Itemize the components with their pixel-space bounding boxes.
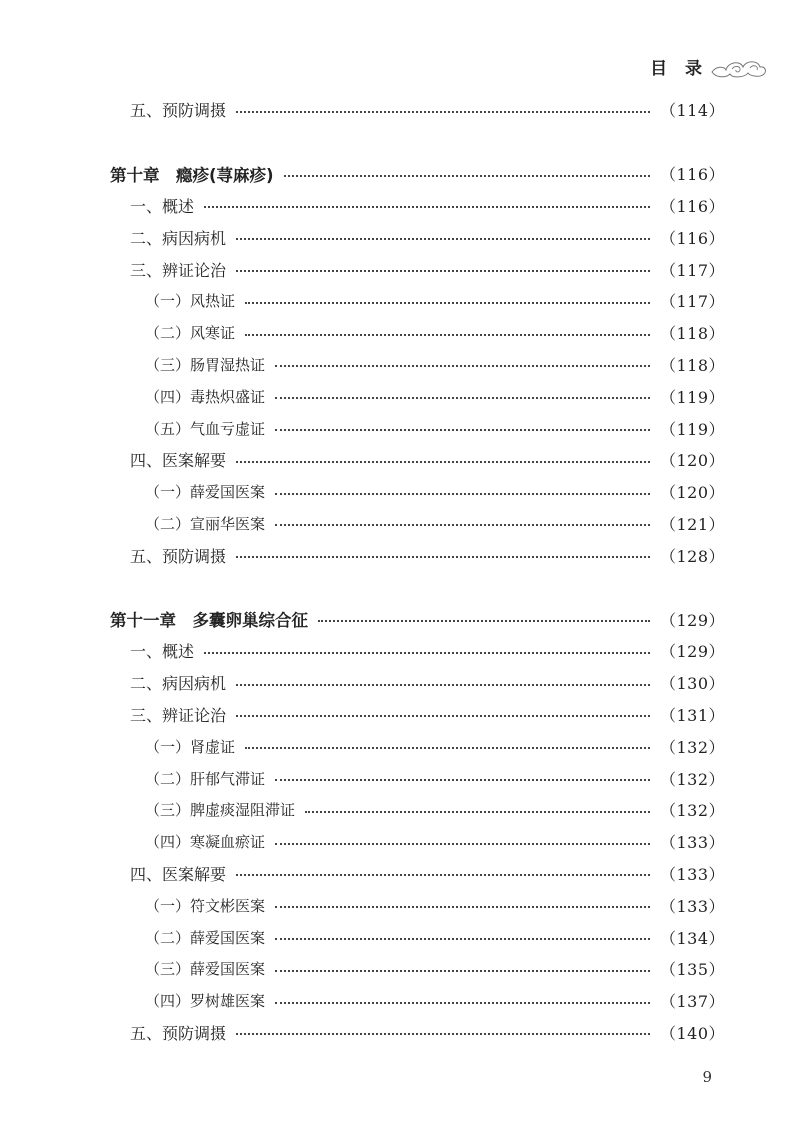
toc-entry-label: （一）薛爱国医案 — [145, 483, 266, 502]
toc-entry-page: （137） — [660, 992, 726, 1012]
toc-entry-page: （116） — [660, 196, 726, 216]
dot-leader — [275, 779, 650, 781]
dot-leader — [275, 429, 650, 431]
toc-entry-page: （114） — [660, 101, 726, 121]
dot-leader — [236, 556, 650, 558]
dot-leader — [245, 747, 650, 749]
dot-leader — [236, 111, 650, 113]
toc-entry-label: 第十章 瘾疹(荨麻疹) — [110, 165, 274, 185]
toc-entry-page: （120） — [660, 483, 726, 503]
toc-entry-label: （四）寒凝血瘀证 — [145, 833, 266, 852]
toc-entry-page: （133） — [660, 896, 726, 916]
table-of-contents — [0, 94, 800, 1048]
toc-entry-label: （二）肝郁气滞证 — [145, 769, 266, 788]
dot-leader — [318, 620, 650, 622]
toc-entry-label: 一、概述 — [130, 642, 195, 662]
dot-leader — [275, 843, 650, 845]
chapter-gap — [0, 126, 800, 158]
toc-entry-page: （129） — [660, 610, 726, 630]
toc-entry-label: （二）宣丽华医案 — [145, 514, 266, 533]
dot-leader — [284, 175, 650, 177]
dot-leader — [236, 874, 650, 876]
page-number: 9 — [702, 1068, 712, 1086]
dot-leader — [275, 938, 650, 940]
dot-leader — [275, 493, 650, 495]
toc-entry-sub[interactable] — [0, 508, 800, 540]
cloud-ornament-icon — [710, 52, 768, 80]
dot-leader — [236, 715, 650, 717]
header-title: 目 录 — [650, 58, 708, 79]
toc-entry-section[interactable] — [0, 444, 800, 476]
toc-entry-chapter[interactable] — [0, 158, 800, 190]
dot-leader — [305, 811, 650, 813]
toc-entry-section[interactable] — [0, 858, 800, 890]
toc-entry-section[interactable] — [0, 667, 800, 699]
toc-entry-page: （128） — [660, 546, 726, 566]
toc-entry-label: 五、预防调摄 — [130, 546, 227, 566]
toc-entry-page: （140） — [660, 1023, 726, 1043]
page-header — [650, 52, 768, 80]
toc-entry-sub[interactable] — [0, 921, 800, 953]
toc-entry-page: （132） — [660, 737, 726, 757]
toc-entry-page: （121） — [660, 514, 726, 534]
toc-entry-page: （119） — [660, 419, 726, 439]
dot-leader — [236, 684, 650, 686]
dot-leader — [275, 1002, 650, 1004]
toc-entry-page: （132） — [660, 801, 726, 821]
dot-leader — [275, 365, 650, 367]
toc-entry-sub[interactable] — [0, 317, 800, 349]
dot-leader — [245, 334, 650, 336]
toc-entry-page: （133） — [660, 864, 726, 884]
toc-entry-label: （一）风热证 — [145, 292, 236, 311]
dot-leader — [275, 906, 650, 908]
dot-leader — [236, 1033, 650, 1035]
toc-entry-label: 二、病因病机 — [130, 674, 227, 694]
toc-entry-label: 三、辨证论治 — [130, 705, 227, 725]
toc-entry-sub[interactable] — [0, 380, 800, 412]
toc-entry-page: （120） — [660, 451, 726, 471]
dot-leader — [236, 461, 650, 463]
toc-entry-label: （二）薛爱国医案 — [145, 928, 266, 947]
toc-entry-label: 四、医案解要 — [130, 451, 227, 471]
toc-entry-label: 三、辨证论治 — [130, 260, 227, 280]
toc-entry-label: 五、预防调摄 — [130, 101, 227, 121]
chapter-gap — [0, 571, 800, 603]
toc-entry-section[interactable] — [0, 699, 800, 731]
toc-entry-label: （四）毒热炽盛证 — [145, 387, 266, 406]
toc-entry-page: （118） — [660, 355, 726, 375]
toc-entry-label: （五）气血亏虚证 — [145, 419, 266, 438]
toc-entry-sub[interactable] — [0, 730, 800, 762]
toc-entry-sub[interactable] — [0, 826, 800, 858]
toc-entry-page: （129） — [660, 642, 726, 662]
toc-entry-label: （三）肠胃湿热证 — [145, 355, 266, 374]
toc-entry-page: （118） — [660, 324, 726, 344]
toc-entry-label: （一）肾虚证 — [145, 737, 236, 756]
toc-entry-page: （117） — [660, 260, 726, 280]
toc-entry-sub[interactable] — [0, 953, 800, 985]
toc-entry-page: （117） — [660, 292, 726, 312]
toc-entry-label: 一、概述 — [130, 196, 195, 216]
toc-entry-sub[interactable] — [0, 794, 800, 826]
dot-leader — [236, 270, 650, 272]
toc-entry-label: （三）脾虚痰湿阻滞证 — [145, 801, 296, 820]
toc-entry-sub[interactable] — [0, 762, 800, 794]
toc-entry-section[interactable] — [0, 190, 800, 222]
dot-leader — [275, 397, 650, 399]
toc-entry-sub[interactable] — [0, 476, 800, 508]
toc-entry-page: （131） — [660, 705, 726, 725]
dot-leader — [204, 652, 650, 654]
toc-entry-section[interactable] — [0, 635, 800, 667]
toc-entry-sub[interactable] — [0, 412, 800, 444]
toc-entry-section[interactable] — [0, 253, 800, 285]
toc-entry-label: （四）罗树雄医案 — [145, 992, 266, 1011]
dot-leader — [245, 302, 650, 304]
dot-leader — [275, 524, 650, 526]
toc-entry-label: 四、医案解要 — [130, 864, 227, 884]
dot-leader — [236, 238, 650, 240]
toc-entry-label: （二）风寒证 — [145, 324, 236, 343]
toc-entry-page: （116） — [660, 165, 726, 185]
dot-leader — [275, 970, 650, 972]
toc-entry-page: （134） — [660, 928, 726, 948]
toc-entry-section[interactable] — [0, 94, 800, 126]
toc-entry-section[interactable] — [0, 221, 800, 253]
dot-leader — [204, 206, 650, 208]
toc-entry-chapter[interactable] — [0, 603, 800, 635]
toc-entry-page: （132） — [660, 769, 726, 789]
toc-entry-label: （一）符文彬医案 — [145, 896, 266, 915]
toc-entry-label: 第十一章 多囊卵巢综合征 — [110, 611, 308, 631]
toc-entry-label: （三）薛爱国医案 — [145, 960, 266, 979]
toc-entry-sub[interactable] — [0, 349, 800, 381]
toc-entry-section[interactable] — [0, 1017, 800, 1049]
toc-entry-sub[interactable] — [0, 889, 800, 921]
toc-entry-sub[interactable] — [0, 985, 800, 1017]
toc-entry-sub[interactable] — [0, 285, 800, 317]
toc-entry-label: 五、预防调摄 — [130, 1023, 227, 1043]
toc-entry-page: （119） — [660, 387, 726, 407]
toc-entry-page: （130） — [660, 674, 726, 694]
toc-entry-page: （135） — [660, 960, 726, 980]
toc-entry-label: 二、病因病机 — [130, 228, 227, 248]
toc-entry-page: （116） — [660, 228, 726, 248]
toc-entry-page: （133） — [660, 833, 726, 853]
toc-entry-section[interactable] — [0, 539, 800, 571]
